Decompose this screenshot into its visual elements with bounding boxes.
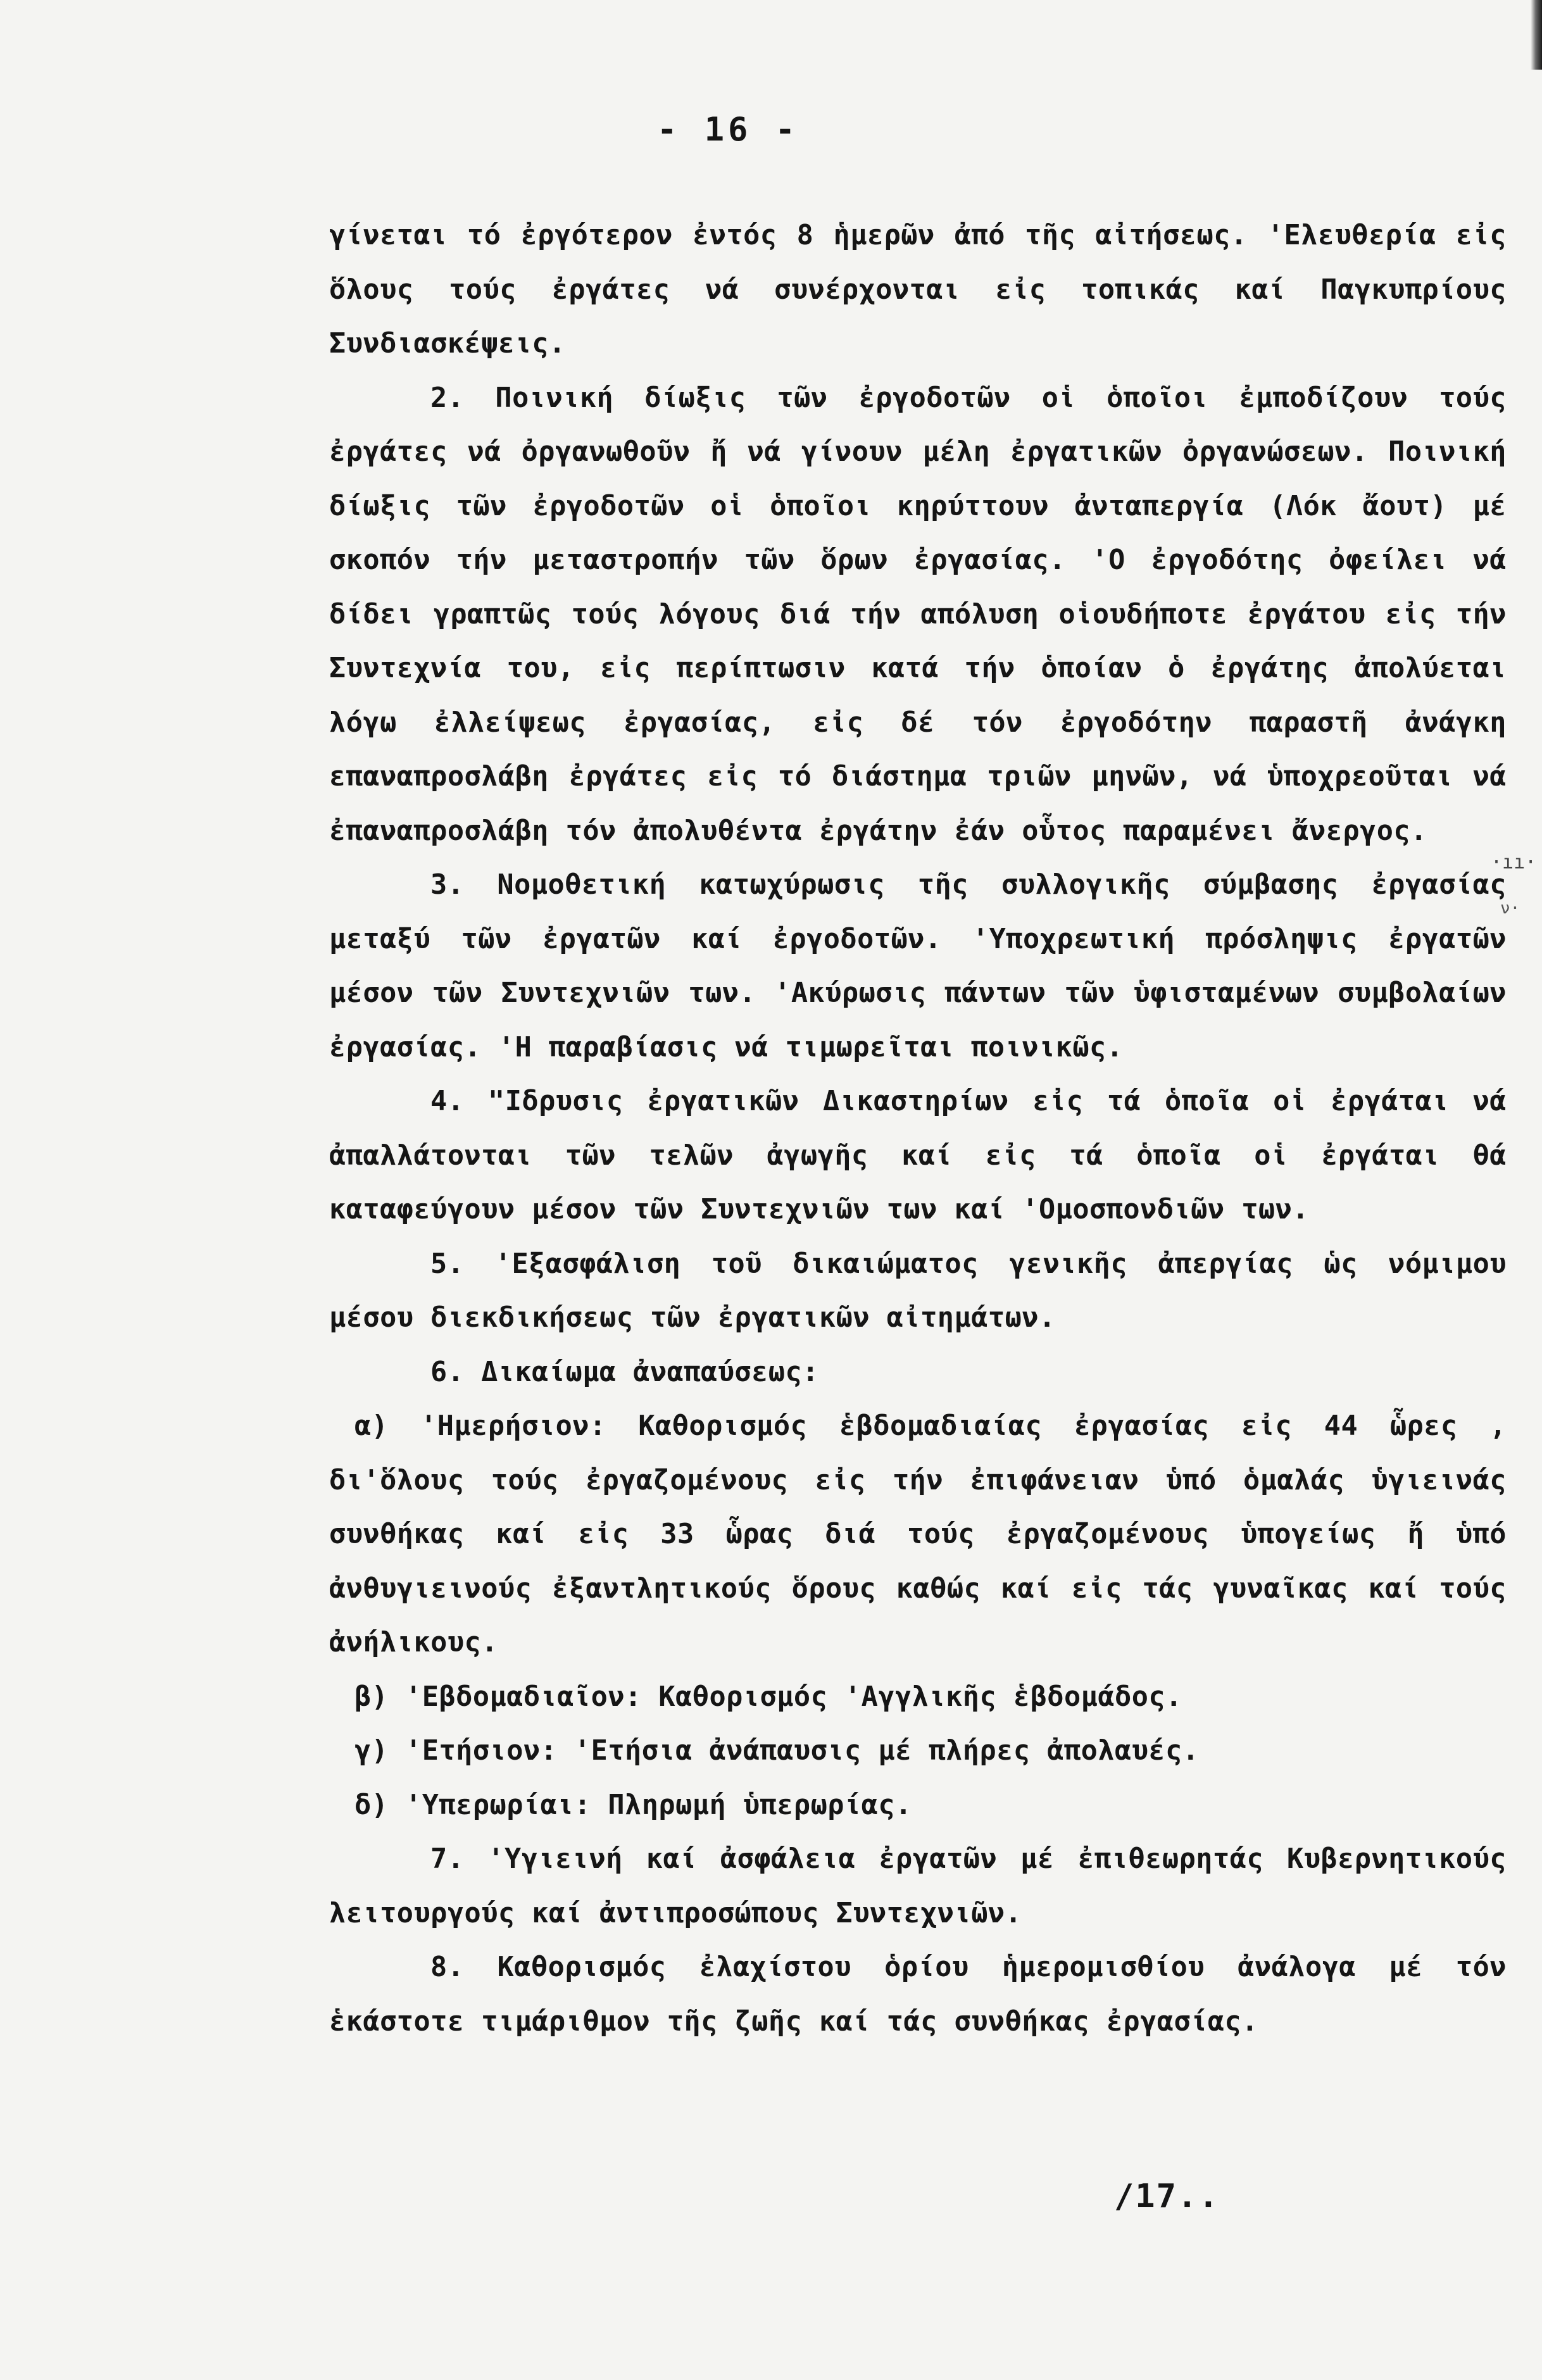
paragraph-item-4: 4. "Ιδρυσις ἐργατικῶν Δικαστηρίων εἰς τά ὁποῖα οἱ ἐργάται νά ἀπαλλάτονται τῶν τελῶν ἀγωγῆς καί εἰς τά ὁποῖα οἱ ἐργάται θά καταφεύγουν μέσον τῶν Συντεχνιῶν των καί 'Ομοσπονδιῶν των. [329, 1086, 1507, 1225]
margin-mark-2: ν· [1500, 899, 1520, 918]
paragraph-item-5: 5. 'Εξασφάλιση τοῦ δικαιώματος γενικῆς ἀπεργίας ὡς νόμιμου μέσου διεκδικήσεως τῶν ἐργατικῶν αἰτημάτων. [329, 1248, 1507, 1334]
margin-mark-1: ·ıı· [1491, 851, 1537, 874]
paragraph-item-8: 8. Καθορισμός ἐλαχίστου ὁρίου ἡμερομισθίου ἀνάλογα μέ τόν ἑκάστοτε τιμάριθμον τῆς ζωῆς καί τάς συνθήκας ἐργασίας. [329, 1951, 1507, 2038]
body-text [329, 209, 1507, 2049]
paragraph-item-6d: δ) 'Υπερωρίαι: Πληρωμή ὑπερωρίας. [354, 1789, 912, 1821]
scan-edge-shadow [1531, 0, 1542, 70]
paragraph-item-3: 3. Νομοθετική κατωχύρωσις τῆς συλλογικῆς σύμβασης ἐργασίας μεταξύ τῶν ἐργατῶν καί ἐργοδοτῶν. 'Υποχρεωτική πρόσληψις ἐργατῶν μέσον τῶν Συντεχνιῶν των. 'Ακύρωσις πάντων τῶν ὑφισταμένων συμβολαίων ἐργασίας. 'Η παραβίασις νά τιμωρεῖται ποινικῶς. [329, 869, 1507, 1063]
paragraph-item-6c: γ) 'Ετήσιον: 'Ετήσια ἀνάπαυσις μέ πλήρες ἀπολαυές. [354, 1735, 1200, 1767]
page-number: - 16 - [657, 111, 799, 149]
paragraph-item-2: 2. Ποινική δίωξις τῶν ἐργοδοτῶν οἱ ὁποῖοι ἐμποδίζουν τούς ἐργάτες νά ὀργανωθοῦν ἤ νά γίνουν μέλη ἐργατικῶν ὀργανώσεων. Ποινική δίωξις τῶν ἐργοδοτῶν οἱ ὁποῖοι κηρύττουν ἀνταπεργία (Λόκ ἄουτ) μέ σκοπόν τήν μεταστροπήν τῶν ὅρων ἐργασίας. 'Ο ἐργοδότης ὀφείλει νά δίδει γραπτῶς τούς λόγους διά τήν απόλυση οἱουδήποτε ἐργάτου εἰς τήν Συντεχνία του, εἰς περίπτωσιν κατά τήν ὁποίαν ὁ ἐργάτης ἀπολύεται λόγω ἐλλείψεως ἐργασίας, εἰς δέ τόν ἐργοδότην παραστῆ ἀνάγκη επαναπροσλάβη ἐργάτες εἰς τό διάστημα τριῶν μηνῶν, νά ὑποχρεοῦται νά ἐπαναπροσλάβη τόν ἀπολυθέντα ἐργάτην ἐάν οὗτος παραμένει ἄνεργος. [329, 382, 1507, 847]
paragraph-intro: γίνεται τό ἐργότερον ἐντός 8 ἡμερῶν ἀπό τῆς αἰτήσεως. 'Ελευθερία εἰς ὅλους τούς ἐργάτες νά συνέρχονται εἰς τοπικάς καί Παγκυπρίους Συνδιασκέψεις. [329, 220, 1507, 360]
paragraph-item-6-heading: 6. Δικαίωμα ἀναπαύσεως: [430, 1356, 819, 1388]
paragraph-item-7: 7. 'Υγιεινή καί ἀσφάλεια ἐργατῶν μέ ἐπιθεωρητάς Κυβερνητικούς λειτουργούς καί ἀντιπροσώπους Συντεχνιῶν. [329, 1843, 1507, 1929]
continuation-marker: /17.. [1114, 2177, 1220, 2215]
paragraph-item-6b: β) 'Εβδομαδιαῖον: Καθορισμός 'Αγγλικῆς ἑβδομάδος. [354, 1681, 1182, 1713]
paragraph-item-6a: α) 'Ημερήσιον: Καθορισμός ἑβδομαδιαίας ἐργασίας εἰς 44 ὧρες , δι'ὅλους τούς ἐργαζομένους εἰς τήν ἐπιφάνειαν ὑπό ὁμαλάς ὑγιεινάς συνθήκας καί εἰς 33 ὧρας διά τούς ἐργαζομένους ὑπογείως ἤ ὑπό ἀνθυγιεινούς ἐξαντλητικούς ὅρους καθώς καί εἰς τάς γυναῖκας καί τούς ἀνήλικους. [329, 1410, 1507, 1658]
